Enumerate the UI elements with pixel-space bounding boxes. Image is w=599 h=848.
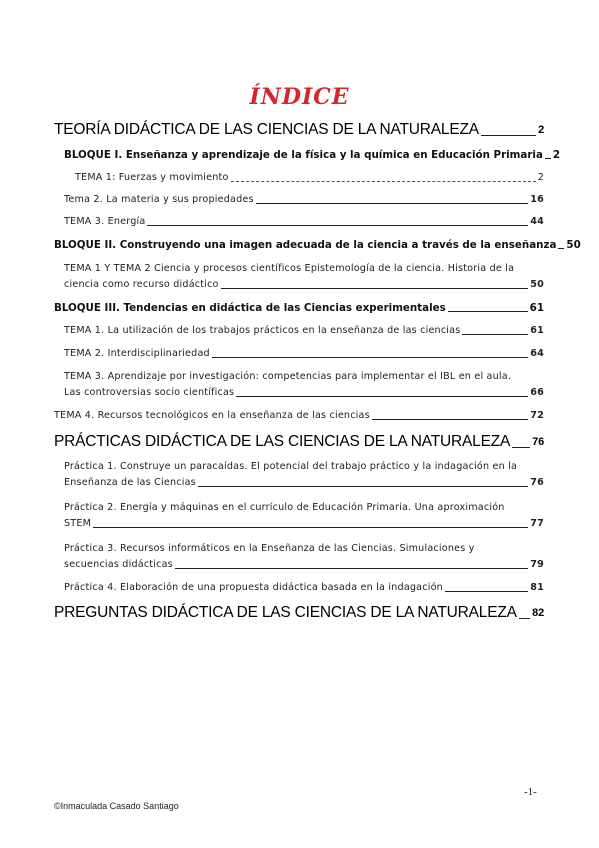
toc-entry-label: TEMA 1: Fuerzas y movimiento xyxy=(75,172,229,183)
toc-page-number: 2 xyxy=(538,124,544,136)
toc-leader xyxy=(512,447,530,448)
toc-entry-teoria[interactable] xyxy=(54,120,544,140)
toc-entry-tema-2-bloque-3[interactable] xyxy=(64,346,544,362)
page-number: -1- xyxy=(524,786,537,798)
toc-page-number: 66 xyxy=(530,387,544,398)
toc-entry-label: Tema 2. La materia y sus propiedades xyxy=(64,194,254,205)
toc-leader xyxy=(558,248,564,249)
toc-entry-label: PRÁCTICAS DIDÁCTICA DE LAS CIENCIAS DE LA NATURALEZA xyxy=(54,433,511,450)
toc-entry-practica-2[interactable] xyxy=(64,500,544,532)
toc-page-number: 76 xyxy=(530,477,544,488)
toc-entry-label: TEMA 3. Energía xyxy=(64,216,146,227)
toc-leader xyxy=(93,527,528,528)
toc-leader xyxy=(231,181,536,182)
toc-page-number: 81 xyxy=(530,582,544,593)
toc-leader xyxy=(372,419,528,420)
toc-leader xyxy=(462,334,528,335)
toc-entry-label: Práctica 4. Elaboración de una propuesta didáctica basada en la indagación xyxy=(64,582,443,593)
toc-entry-label-line1: Práctica 2. Energía y máquinas en el currículo de Educación Primaria. Una aproximación xyxy=(64,502,505,513)
toc-page-number: 50 xyxy=(530,279,544,290)
toc-page-number: 77 xyxy=(530,518,544,529)
page-title: ÍNDICE xyxy=(249,84,350,110)
toc-entry-label: BLOQUE II. Construyendo una imagen adecuada de la ciencia a través de la enseñanza xyxy=(54,239,557,251)
toc-entry-bloque-1[interactable] xyxy=(64,147,561,163)
toc-leader xyxy=(236,396,528,397)
toc-entry-label-line1: Práctica 1. Construye un paracaídas. El potencial del trabajo práctico y la indagación en la xyxy=(64,461,518,472)
toc-entry-tema-1-bloque-3[interactable] xyxy=(64,323,544,339)
toc-entry-label-line1: TEMA 3. Aprendizaje por investigación: competencias para implementar el IBL en el aula. xyxy=(64,371,512,382)
toc-entry-label: TEMA 2. Interdisciplinariedad xyxy=(64,348,210,359)
toc-entry-label: TEMA 1. La utilización de los trabajos prácticos en la enseñanza de las ciencias xyxy=(64,325,461,336)
toc-entry-label: BLOQUE III. Tendencias en didáctica de las Ciencias experimentales xyxy=(54,302,446,314)
toc-entry-tema-3[interactable] xyxy=(64,214,544,230)
toc-leader xyxy=(445,591,528,592)
toc-leader xyxy=(212,357,528,358)
copyright-notice: ©Inmaculada Casado Santiago xyxy=(54,801,179,811)
toc-leader xyxy=(448,311,528,312)
toc-entry-label: PREGUNTAS DIDÁCTICA DE LAS CIENCIAS DE LA NATURALEZA xyxy=(54,604,517,621)
toc-page-number: 2 xyxy=(537,172,544,183)
toc-page-number: 76 xyxy=(532,436,544,448)
toc-page-number: 16 xyxy=(530,194,544,205)
toc-entry-label-line2: Enseñanza de las Ciencias xyxy=(64,477,196,488)
toc-entry-practica-4[interactable] xyxy=(64,580,544,596)
toc-entry-label: TEMA 4. Recursos tecnológicos en la enseñanza de las ciencias xyxy=(54,410,370,421)
toc-leader xyxy=(175,568,528,569)
toc-page-number: 44 xyxy=(530,216,544,227)
toc-leader xyxy=(198,486,528,487)
toc-page-number: 72 xyxy=(530,410,544,421)
toc-page-number: 64 xyxy=(530,348,544,359)
toc-entry-bloque-2[interactable] xyxy=(54,237,581,253)
toc-entry-bloque-3[interactable] xyxy=(54,300,544,316)
toc-entry-practica-3[interactable] xyxy=(64,541,544,573)
toc-entry-label-line1: Práctica 3. Recursos informáticos en la Enseñanza de las Ciencias. Simulaciones y xyxy=(64,543,475,554)
toc-entry-preguntas[interactable] xyxy=(54,603,544,623)
toc-entry-label-line2: secuencias didácticas xyxy=(64,559,173,570)
toc-page-number: 2 xyxy=(552,149,561,161)
toc-entry-label-line1: TEMA 1 Y TEMA 2 Ciencia y procesos científicos Epistemología de la ciencia. Historia de la xyxy=(64,263,515,274)
toc-entry-label-line2: ciencia como recurso didáctico xyxy=(64,279,219,290)
toc-page-number: 50 xyxy=(566,239,581,251)
toc-leader xyxy=(545,158,551,159)
toc-entry-tema-3-bloque-3[interactable] xyxy=(64,369,544,401)
toc-leader xyxy=(519,618,530,619)
toc-entry-practica-1[interactable] xyxy=(64,459,544,491)
toc-entry-label-line2: STEM xyxy=(64,518,92,529)
toc-entry-tema-1-2[interactable] xyxy=(64,261,544,293)
toc-leader xyxy=(481,135,536,136)
toc-entry-label-line2: Las controversias socio científicas xyxy=(64,387,235,398)
toc-entry-tema-2[interactable] xyxy=(64,192,544,208)
toc-leader xyxy=(221,288,529,289)
toc-entry-tema-1[interactable] xyxy=(75,170,544,186)
toc-page-number: 79 xyxy=(530,559,544,570)
toc-page-number: 61 xyxy=(530,325,544,336)
toc-leader xyxy=(256,203,529,204)
toc-page-number: 82 xyxy=(532,607,544,619)
toc-page-number: 61 xyxy=(529,302,544,314)
toc-leader xyxy=(147,225,528,226)
toc-entry-tema-4-bloque-3[interactable] xyxy=(54,408,544,424)
toc-entry-label: BLOQUE I. Enseñanza y aprendizaje de la física y la química en Educación Primaria xyxy=(64,149,543,161)
toc-entry-label: TEORÍA DIDÁCTICA DE LAS CIENCIAS DE LA NATURALEZA xyxy=(54,121,479,138)
toc-entry-practicas[interactable] xyxy=(54,432,544,452)
